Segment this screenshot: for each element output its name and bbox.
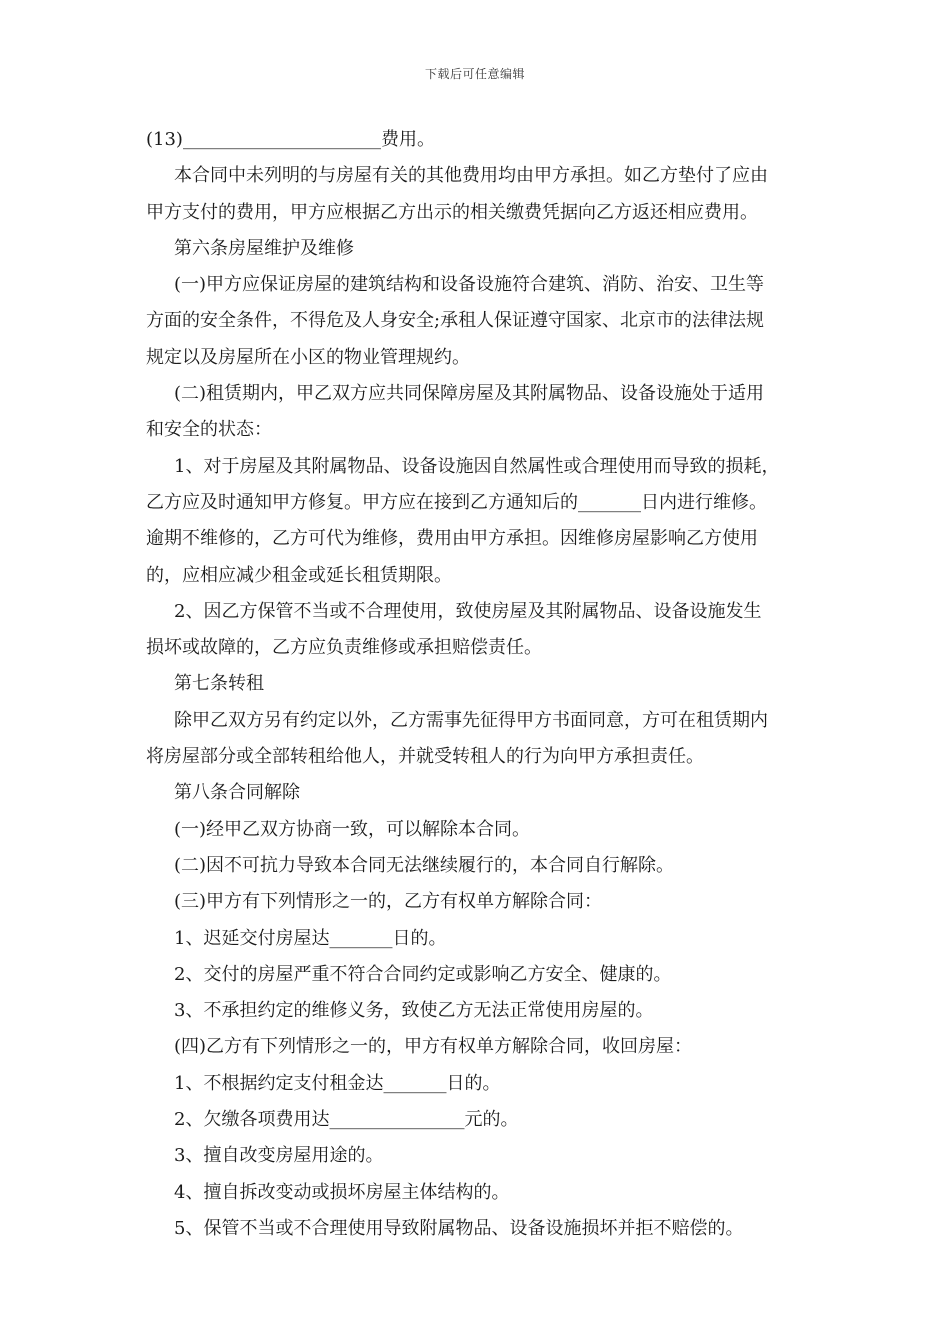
text-line: 甲方支付的费用，甲方应根据乙方出示的相关缴费凭据向乙方返还相应费用。: [146, 201, 758, 223]
text-line: 乙方应及时通知甲方修复。甲方应在接到乙方通知后的_______日内进行维修。: [146, 491, 767, 513]
text-line: 除甲乙双方另有约定以外，乙方需事先征得甲方书面同意，方可在租赁期内: [174, 709, 768, 731]
text-line: 本合同中未列明的与房屋有关的其他费用均由甲方承担。如乙方垫付了应由: [174, 165, 768, 187]
text-line: 将房屋部分或全部转租给他人，并就受转租人的行为向甲方承担责任。: [146, 746, 704, 768]
text-line: (四)乙方有下列情形之一的，甲方有权单方解除合同，收回房屋：: [174, 1036, 693, 1058]
text-line: 逾期不维修的，乙方可代为维修，费用由甲方承担。因维修房屋影响乙方使用: [146, 528, 758, 550]
text-line: 2、欠缴各项费用达_______________元的。: [174, 1109, 519, 1131]
text-line: (二)因不可抗力导致本合同无法继续履行的，本合同自行解除。: [174, 854, 675, 876]
text-line: 3、不承担约定的维修义务，致使乙方无法正常使用房屋的。: [174, 1000, 654, 1022]
text-line: (二)租赁期内，甲乙双方应共同保障房屋及其附属物品、设备设施处于适用: [174, 383, 765, 405]
section-heading: 第六条房屋维护及维修: [174, 237, 354, 259]
text-line: 方面的安全条件，不得危及人身安全;承租人保证遵守国家、北京市的法律法规: [146, 310, 765, 332]
text-line: (13)______________________费用。: [146, 129, 435, 150]
text-line: 4、擅自拆改变动或损坏房屋主体结构的。: [174, 1181, 510, 1203]
text-line: 的，应相应减少租金或延长租赁期限。: [146, 564, 452, 586]
text-line: 1、迟延交付房屋达_______日的。: [174, 927, 447, 949]
text-line: 1、对于房屋及其附属物品、设备设施因自然属性或合理使用而导致的损耗，: [174, 455, 780, 477]
section-heading: 第七条转租: [174, 673, 264, 695]
text-line: 3、擅自改变房屋用途的。: [174, 1145, 384, 1167]
text-line: 2、因乙方保管不当或不合理使用，致使房屋及其附属物品、设备设施发生: [174, 600, 762, 622]
text-line: (三)甲方有下列情形之一的，乙方有权单方解除合同：: [174, 891, 603, 913]
document-body: [146, 122, 810, 1247]
text-line: 2、交付的房屋严重不符合合同约定或影响乙方安全、健康的。: [174, 963, 672, 985]
section-heading: 第八条合同解除: [174, 782, 300, 804]
text-line: 1、不根据约定支付租金达_______日的。: [174, 1072, 501, 1094]
text-line: 5、保管不当或不合理使用导致附属物品、设备设施损坏并拒不赔偿的。: [174, 1217, 744, 1239]
text-line: 规定以及房屋所在小区的物业管理规约。: [146, 346, 470, 368]
text-line: (一)经甲乙双方协商一致，可以解除本合同。: [174, 818, 531, 840]
text-line: 损坏或故障的，乙方应负责维修或承担赔偿责任。: [146, 637, 542, 659]
text-line: 和安全的状态：: [146, 419, 272, 441]
text-line: (一)甲方应保证房屋的建筑结构和设备设施符合建筑、消防、治安、卫生等: [174, 274, 765, 296]
page-header: 下载后可任意编辑: [424, 67, 525, 81]
